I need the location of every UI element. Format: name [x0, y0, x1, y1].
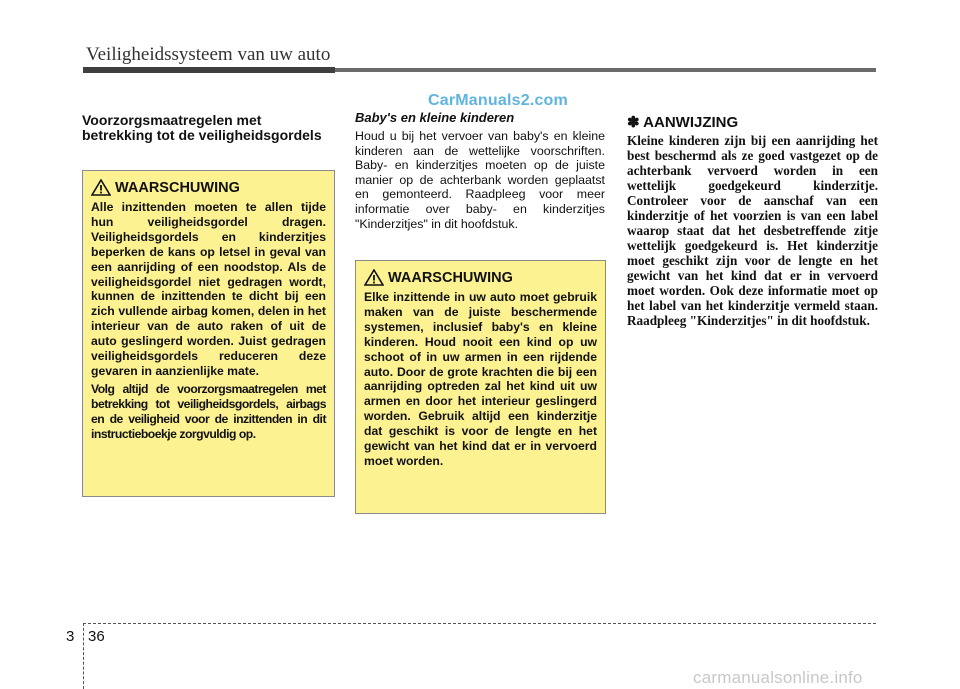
header-rule-accent	[83, 67, 335, 73]
subheading-babies-children: Baby's en kleine kinderen	[355, 110, 515, 125]
column-2	[355, 110, 605, 231]
note-text: Kleine kinderen zijn bij een aanrijding het best beschermd als ze goed vastgezet op de achterbank vervoerd worden in een wettelijk goedgekeurd kinderzitje. Controleer voor de aanschaf van een kinderzitje of het voorzien is van een label waarop staat dat het desbetreffende zitje wettelijk goedgekeurd is. Het kinderzitje moet geschikt zijn voor de lengte en het gewicht van het kind dat er in vervoerd moet worden. Ook deze informatie moet op het label van het kinderzitje vermeld staan. Raadpleeg "Kinderzitjes" in dit hoofdstuk.	[627, 133, 878, 328]
watermark-bottom: carmanualsonline.info	[693, 668, 863, 687]
warning-triangle-icon	[364, 269, 384, 286]
warning-box-seatbelts	[82, 170, 335, 497]
body-text-babies-children: Houd u bij het vervoer van baby's en kleine kinderen aan de wettelijke voorschriften. Baby- en kinderzitjes moeten op de juiste manier op de achterbank worden geplaatst en gemonteerd. Raadpleeg voor meer informatie over baby- en kinderzitjes "Kinderzitjes" in dit hoofdstuk.	[355, 129, 605, 231]
page-header-title: Veiligheidssysteem van uw auto	[86, 44, 331, 65]
chapter-number: 3	[66, 628, 75, 645]
warning-header	[91, 179, 326, 196]
warning-text: Elke inzittende in uw auto moet gebruik maken van de juiste beschermende systemen, inclusief baby's en kleine kinderen. Houd nooit een kind op uw schoot of in uw armen in een rijdende auto. Door de grote krachten die bij een aanrijding optreden zal het kind uit uw armen en door het interieur geslingerd worden. Gebruik altijd een kinderzitje dat geschikt is voor de lengte en het gewicht van het kind dat er in vervoerd moet worden.	[364, 290, 597, 468]
column-1	[82, 113, 334, 143]
note-heading: ✽ AANWIJZING	[627, 114, 739, 131]
section-heading: Voorzorgsmaatregelen met betrekking tot de veiligheidsgordels	[82, 112, 322, 143]
footer-divider	[83, 623, 84, 689]
watermark-top: CarManuals2.com	[428, 92, 568, 109]
warning-label: WAARSCHUWING	[388, 269, 513, 286]
warning-text-followup: Volg altijd de voorzorgsmaatregelen met betrekking tot veiligheidsgordels, airbags en de veiligheid voor de inzittenden in dit instructieboekje zorgvuldig op.	[91, 381, 326, 441]
warning-header	[364, 269, 597, 286]
footer-rule	[83, 623, 876, 624]
warning-box-children	[355, 260, 606, 514]
column-3	[627, 113, 878, 328]
warning-text: Alle inzittenden moeten te allen tijde hun veiligheidsgordel dragen. Veiligheidsgordels en kinderzitjes beperken de kans op letsel in geval van een aanrijding of een noodstop. Als de veiligheidsgordel niet gedragen wordt, kunnen de inzittenden te dicht bij een zich vullende airbag komen, delen in het interieur van de auto raken of uit de auto geslingerd worden. Juist gedragen veiligheidsgordels reduceren deze gevaren in aanzienlijke mate.	[91, 200, 326, 378]
warning-label: WAARSCHUWING	[115, 179, 240, 196]
warning-triangle-icon	[91, 179, 111, 196]
page-number: 36	[88, 628, 105, 645]
